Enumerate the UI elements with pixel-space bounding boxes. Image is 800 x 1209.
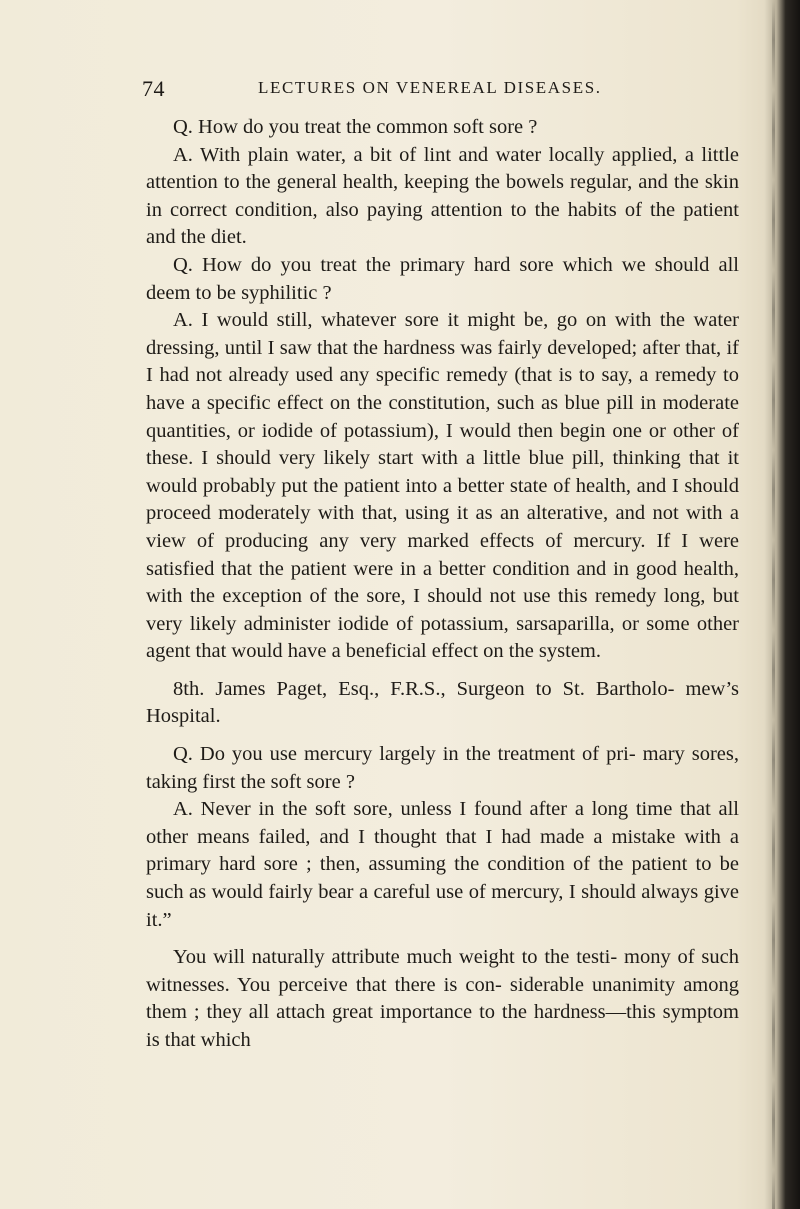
question-paragraph: Q. How do you treat the primary hard sore which we should all deem to be syphilitic ?: [146, 253, 739, 304]
question-paragraph: Q. Do you use mercury largely in the treatment of pri- mary sores, taking first the soft sore ?: [146, 743, 739, 793]
commentary-paragraph: You will naturally attribute much weight to the testi- mony of such witnesses. You perceive that there is con- siderable unanimity among them ; they all attach great importance to the hardness—this symptom is that which: [146, 946, 739, 1051]
answer-paragraph: A. I would still, whatever sore it might be, go on with the water dressing, until I saw that the hardness was fairly developed; after that, if I had not already used any specific remedy (that is to say, a remedy to have a specific effect on the constitution, such as blue pill in moderate quantities, or iodide of potassium), I would then begin one or other of these. I should very likely start with a little blue pill, thinking that it would probably put the patient into a better state of health, and I should proceed moderately with that, using it as an alterative, and not with a view of producing any very marked effects of mercury. If I were satisfied that the patient were in a better condition and in good health, with the exception of the sore, I should not use this remedy long, but very likely administer iodide of potassium, sarsaparilla, or some other agent that would have a beneficial effect on the system.: [146, 309, 739, 663]
answer-paragraph: A. Never in the soft sore, unless I found after a long time that all other means failed, and I thought that I had made a mistake with a primary hard sore ; then, assuming the condition of the patient to be such as would fairly bear a careful use of mercury, I should always give it.”: [146, 798, 739, 931]
page-header: [142, 76, 736, 106]
page-number: 74: [142, 76, 165, 101]
page-edge-shadow: [764, 0, 800, 1209]
witness-heading: 8th. James Paget, Esq., F.R.S., Surgeon to St. Bartholo- mew’s Hospital.: [146, 677, 739, 728]
body-text: [146, 114, 739, 1055]
question-paragraph: Q. How do you treat the common soft sore ?: [173, 116, 538, 138]
answer-paragraph: A. With plain water, a bit of lint and water locally applied, a little attention to the general health, keeping the bowels regular, and the skin in correct condition, also paying attention to the habits of the patient and the diet.: [146, 143, 739, 249]
running-head: LECTURES ON VENEREAL DISEASES.: [258, 78, 602, 97]
